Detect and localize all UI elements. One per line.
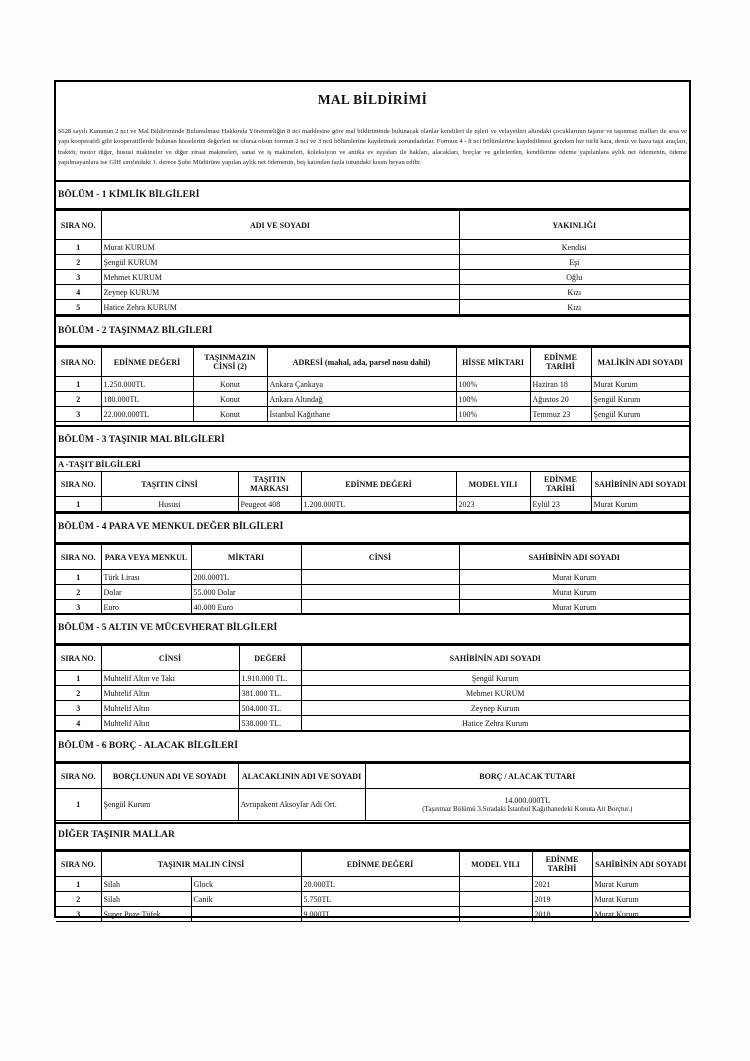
vehicle-subtitle: A -TAŞIT BİLGİLERİ — [58, 459, 141, 469]
table-cell: 40.000 Euro — [191, 600, 301, 615]
table-cell: Murat Kurum — [459, 570, 689, 585]
table-cell: 5.750TL — [301, 892, 459, 907]
table-cell: 1 — [56, 377, 101, 392]
table-cell: Murat Kurum — [591, 497, 689, 512]
table-cell: 1.250.000TL — [101, 377, 193, 392]
table-cell: Silah — [101, 877, 191, 892]
header-owner: SAHİBİNİN ADI SOYADI — [592, 852, 689, 877]
table-cell: 3 — [56, 600, 101, 615]
table-cell: Oğlu — [459, 270, 689, 285]
header-share: HİSSE MİKTARI — [456, 348, 530, 377]
header-value: DEĞERİ — [239, 646, 301, 671]
table-row — [56, 392, 689, 407]
table-cell: 100% — [456, 392, 530, 407]
table-cell: 1.910.000 TL. — [239, 671, 301, 686]
table-cell: Konut — [193, 377, 267, 392]
table-cell: 55.000 Dolar — [191, 585, 301, 600]
page-title: MAL BİLDİRİMİ — [317, 92, 428, 107]
table-cell: Canik — [191, 892, 301, 907]
table-row — [56, 716, 689, 731]
table-cell: Şengül Kurum — [301, 671, 689, 686]
section-5-title: BÖLÜM - 5 ALTIN VE MÜCEVHERAT BİLGİLERİ — [58, 623, 278, 633]
table-cell: Kızı — [459, 285, 689, 300]
header-vehicle-type: TAŞITIN CİNSİ — [101, 472, 238, 497]
table-row — [56, 285, 689, 300]
table-cell: 2 — [56, 892, 101, 907]
section-1-title: BÖLÜM - 1 KİMLİK BİLGİLERİ — [58, 190, 200, 200]
header-kind: CİNSİ — [101, 646, 239, 671]
table-cell: 3 — [56, 701, 101, 716]
divider — [56, 180, 689, 182]
header-address: ADRESİ (mahal, ada, parsel nosu dahil) — [267, 348, 456, 377]
table-cell: 2023 — [456, 497, 530, 512]
table-cell: Temmuz 23 — [530, 407, 591, 422]
gold-jewelry-table — [56, 645, 689, 731]
table-cell: Dolar — [101, 585, 191, 600]
header-vehicle-brand: TAŞITIN MARKASI — [238, 472, 301, 497]
table-cell: Ağustos 20 — [530, 392, 591, 407]
table-row — [56, 585, 689, 600]
header-kind: CİNSİ — [301, 545, 459, 570]
table-cell: Murat Kurum — [459, 585, 689, 600]
section-6-title: BÖLÜM - 6 BORÇ - ALACAK BİLGİLERİ — [58, 741, 238, 751]
table-cell: Kızı — [459, 300, 689, 315]
table-cell: 4 — [56, 285, 101, 300]
table-cell: Hatice Zehra Kurum — [301, 716, 689, 731]
table-cell: Avrupakent Aksoylar Adi Ort. — [238, 789, 365, 821]
table-row — [56, 892, 689, 907]
table-cell — [459, 907, 532, 922]
divider — [56, 456, 689, 458]
header-name: ADI VE SOYADI — [101, 211, 459, 240]
table-cell: Murat Kurum — [591, 377, 689, 392]
table-cell: Murat Kurum — [592, 877, 689, 892]
header-model-year: MODEL YILI — [456, 472, 530, 497]
table-cell: Şengül KURUM — [101, 255, 459, 270]
real-estate-table — [56, 347, 689, 422]
table-cell — [459, 892, 532, 907]
header-owner: SAHİBİNİN ADI SOYADI — [459, 545, 689, 570]
other-movables-table — [56, 851, 689, 922]
table-row — [56, 701, 689, 716]
table-row — [56, 686, 689, 701]
section-3-title: BÖLÜM - 3 TAŞINIR MAL BİLGİLERİ — [58, 435, 225, 445]
table-cell — [459, 877, 532, 892]
header-sira: SIRA NO. — [56, 646, 101, 671]
table-cell: Eylül 23 — [530, 497, 591, 512]
divider — [56, 822, 689, 824]
table-row — [56, 907, 689, 922]
table-cell: 2 — [56, 585, 101, 600]
table-cell: 2 — [56, 392, 101, 407]
header-sira: SIRA NO. — [56, 472, 101, 497]
header-model-year: MODEL YILI — [459, 852, 532, 877]
table-cell: Eşi — [459, 255, 689, 270]
table-cell — [191, 907, 301, 922]
table-cell: Peugeot 408 — [238, 497, 301, 512]
table-cell: Murat Kurum — [592, 892, 689, 907]
table-cell — [301, 585, 459, 600]
table-cell: 1 — [56, 671, 101, 686]
section-2-title: BÖLÜM - 2 TAŞINMAZ BİLGİLERİ — [58, 326, 213, 336]
table-cell: Glock — [191, 877, 301, 892]
header-date: EDİNME TARİHİ — [530, 472, 591, 497]
divider — [56, 730, 689, 732]
table-cell: 1 — [56, 877, 101, 892]
debt-amount: 14.000.000TL — [504, 795, 551, 805]
header-amount: BORÇ / ALACAK TUTARI — [365, 764, 689, 789]
table-cell: 2021 — [532, 877, 592, 892]
header-owner: SAHİBİNİN ADI SOYADI — [301, 646, 689, 671]
table-cell: Muhtelif Altın — [101, 716, 239, 731]
table-cell: 22.000.000TL — [101, 407, 193, 422]
divider — [56, 315, 689, 317]
table-cell: 1 — [56, 497, 101, 512]
table-row — [56, 877, 689, 892]
table-cell: Türk Lirası — [101, 570, 191, 585]
header-owner: MALİKİN ADI SOYADI — [591, 348, 689, 377]
divider — [56, 425, 689, 427]
table-cell: Şengül Kurum — [591, 407, 689, 422]
debt-note: (Taşınmaz Bölümü 3.Sıradaki İstanbul Kağıthanedeki Konuta Ait Borçtur.) — [422, 804, 633, 813]
table-row — [56, 270, 689, 285]
table-cell: 2 — [56, 255, 101, 270]
table-row — [56, 407, 689, 422]
table-row — [56, 240, 689, 255]
header-debtor: BORÇLUNUN ADI VE SOYADI — [101, 764, 238, 789]
header-owner: SAHİBİNİN ADI SOYADI — [591, 472, 689, 497]
table-cell: Silah — [101, 892, 191, 907]
table-cell: 2018 — [532, 907, 592, 922]
header-sira: SIRA NO. — [56, 764, 101, 789]
table-cell: Haziran 18 — [530, 377, 591, 392]
table-cell: Şengül Kurum — [101, 789, 238, 821]
table-cell: Şengül Kurum — [591, 392, 689, 407]
asset-declaration-form — [54, 80, 691, 918]
table-cell: Euro — [101, 600, 191, 615]
table-row — [56, 789, 689, 821]
table-row — [56, 300, 689, 315]
header-money-type: PARA VEYA MENKUL — [101, 545, 191, 570]
table-cell: Murat Kurum — [592, 907, 689, 922]
table-row — [56, 497, 689, 512]
debt-receivable-table — [56, 763, 689, 821]
table-row — [56, 570, 689, 585]
header-amount: MİKTARI — [191, 545, 301, 570]
table-cell: Mehmet KURUM — [101, 270, 459, 285]
table-cell: Hatice Zehra KURUM — [101, 300, 459, 315]
intro-paragraph: 5628 sayılı Kanunun 2 nci ve Mal Bildiriminde Bulunulması Hakkında Yönetmeliğin 8 nci maddesine göre mal bildiriminde bulunacak olanlar kendileri ile eşleri ve velayetleri altındaki çocuklarının taşınır ve taşınmaz malları ile arsa ve yapı kooperatifi gibi kooperatiflerde bulunan hisselerini değerleri ne olursa olsun formun 2 nci ve 3 ncü bölümlerine kaydetmek zorundadırlar. Formun 4 - 8 nci bölümlerine kaydedilmesi gereken her türlü kara, deniz ve hava taşıt araçları, traktör, motor diğer, hususi makineler ve diğer ziraat makineleri, sanat ve iş makineleri, koleksiyon ve antika ev eşyaları ile hakları, alacakları, borçlar ve gelirlerden, kendilerine ödeme yapılanlara aylık net ödemenin, ödeme yapılmayanlara ise GİH sınıfındaki 1. derece Şube Müdürüne yapılan aylık net ödemenin, beş katından fazla tutundaki kısım beyan edilir. — [58, 128, 687, 167]
table-cell: 504.000 TL. — [239, 701, 301, 716]
header-relation: YAKINLIĞI — [459, 211, 689, 240]
table-cell: 200.000TL — [191, 570, 301, 585]
header-sira: SIRA NO. — [56, 211, 101, 240]
header-kind: TAŞINIR MALIN CİNSİ — [101, 852, 301, 877]
vehicle-table — [56, 471, 689, 512]
header-value: EDİNME DEĞERİ — [301, 472, 456, 497]
table-cell: 4 — [56, 716, 101, 731]
table-cell: Konut — [193, 392, 267, 407]
table-cell: Konut — [193, 407, 267, 422]
table-cell — [301, 570, 459, 585]
divider — [56, 512, 689, 514]
table-cell: Mehmet KURUM — [301, 686, 689, 701]
header-value: EDİNME DEĞERİ — [101, 348, 193, 377]
table-cell: Murat KURUM — [101, 240, 459, 255]
divider — [56, 613, 689, 615]
header-date: EDİNME TARİHİ — [532, 852, 592, 877]
table-cell: 2019 — [532, 892, 592, 907]
table-cell: 1 — [56, 570, 101, 585]
table-cell: 3 — [56, 407, 101, 422]
table-cell: Muhtelif Altın ve Takı — [101, 671, 239, 686]
table-cell: 180.000TL — [101, 392, 193, 407]
header-sira: SIRA NO. — [56, 348, 101, 377]
table-cell: 20.000TL — [301, 877, 459, 892]
header-sira: SIRA NO. — [56, 852, 101, 877]
table-cell: 381.000 TL. — [239, 686, 301, 701]
table-cell — [365, 789, 689, 821]
header-sira: SIRA NO. — [56, 545, 101, 570]
table-row — [56, 671, 689, 686]
table-cell: Muhtelif Altın — [101, 701, 239, 716]
table-cell: 1 — [56, 240, 101, 255]
table-cell: Murat Kurum — [459, 600, 689, 615]
table-cell: 1 — [56, 789, 101, 821]
table-cell: Muhtelif Altın — [101, 686, 239, 701]
table-cell: 1.200.000TL — [301, 497, 456, 512]
table-cell: Zeynep Kurum — [301, 701, 689, 716]
table-cell: Zeynep KURUM — [101, 285, 459, 300]
header-value: EDİNME DEĞERİ — [301, 852, 459, 877]
table-cell: 5 — [56, 300, 101, 315]
table-cell: Ankara Çankaya — [267, 377, 456, 392]
section-4-title: BÖLÜM - 4 PARA VE MENKUL DEĞER BİLGİLERİ — [58, 522, 284, 532]
header-creditor: ALACAKLININ ADI VE SOYADI — [238, 764, 365, 789]
table-cell: İstanbul Kağıthane — [267, 407, 456, 422]
table-cell: Ankara Altındağ — [267, 392, 456, 407]
section-7-title: DİĞER TAŞINIR MALLAR — [58, 830, 175, 840]
table-cell: 100% — [456, 407, 530, 422]
header-date: EDİNME TARİHİ — [530, 348, 591, 377]
table-cell: 538.000 TL. — [239, 716, 301, 731]
table-cell: 100% — [456, 377, 530, 392]
table-cell: 3 — [56, 270, 101, 285]
table-row — [56, 377, 689, 392]
header-type: TAŞINMAZIN CİNSİ (2) — [193, 348, 267, 377]
table-cell: Super Poze Tüfek — [101, 907, 191, 922]
table-cell: Hususi — [101, 497, 238, 512]
table-cell: Kendisi — [459, 240, 689, 255]
table-cell: 2 — [56, 686, 101, 701]
cash-securities-table — [56, 544, 689, 615]
table-cell: 3 — [56, 907, 101, 922]
table-row — [56, 255, 689, 270]
table-cell: 9.000TL — [301, 907, 459, 922]
identity-table — [56, 210, 689, 315]
